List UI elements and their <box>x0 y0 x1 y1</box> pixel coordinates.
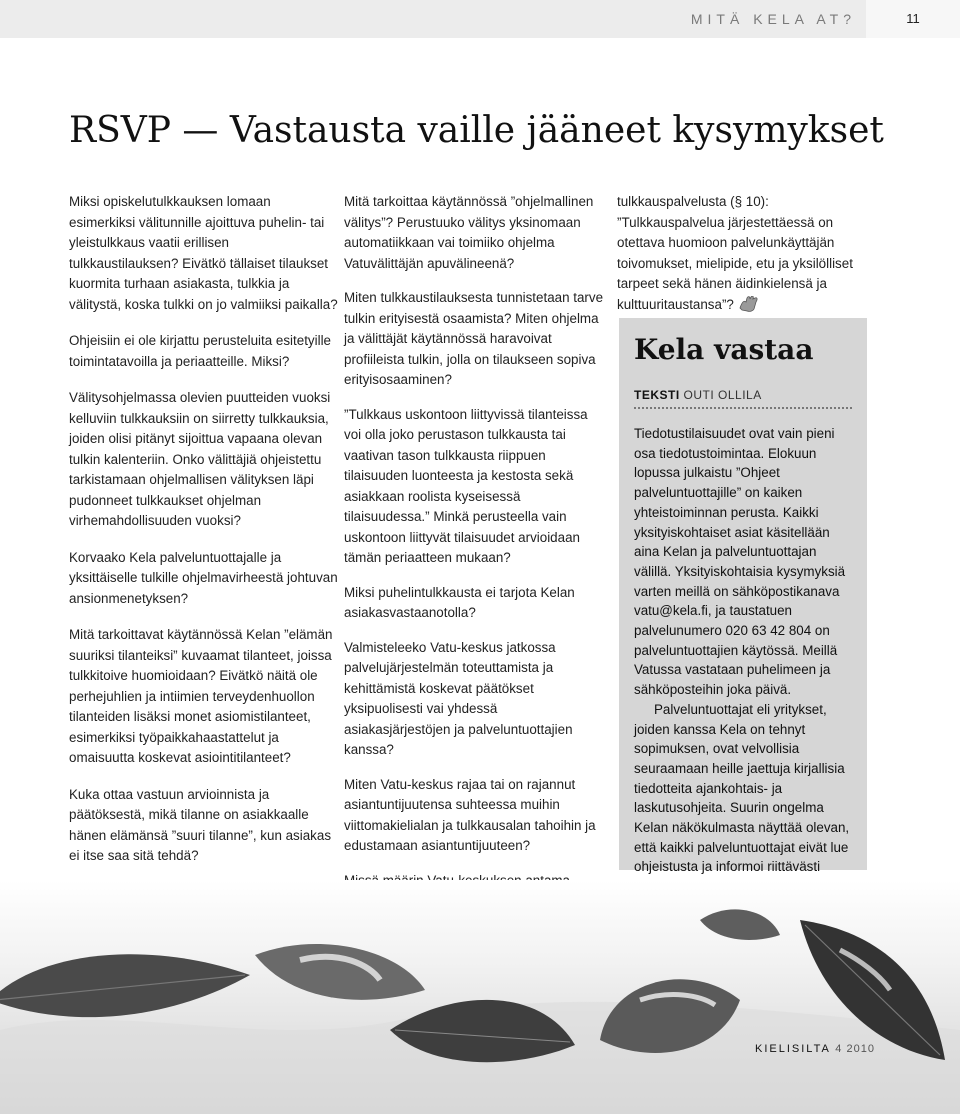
box-body <box>634 424 856 917</box>
byline-author: OUTI OLLILA <box>683 388 762 402</box>
column-3 <box>617 192 879 331</box>
paragraph: Miten Vatu-keskus rajaa tai on rajannut asiantuntijuutensa suhteessa muihin viittomakielialan ja tulkkausalan tahoihin ja edustamaan asiantuntijuuteen? <box>344 776 596 853</box>
column-1 <box>69 192 339 883</box>
article-title: RSVP — Vastausta vaille jääneet kysymykset <box>69 110 884 151</box>
dotted-divider <box>634 407 852 409</box>
hand-end-mark-icon <box>738 296 760 312</box>
page-number: 11 <box>866 0 960 38</box>
box-title: Kela vastaa <box>634 333 814 366</box>
paragraph: Korvaako Kela palveluntuottajalle ja yksittäiselle tulkille ohjelmavirheestä johtuvan ansionmenetyksen? <box>69 549 338 606</box>
byline <box>634 388 762 402</box>
header-bar <box>0 0 960 38</box>
byline-label: TEKSTI <box>634 388 680 402</box>
paragraph: Ohjeisiin ei ole kirjattu perusteluita esitetyille toimintatavoilla ja periaatteille. Miksi? <box>69 333 331 369</box>
paragraph: Välitysohjelmassa olevien puutteiden vuoksi kelluviin tulkkauksiin on siirretty tulkkauksia, joiden olisi pitänyt sijoittua vapaana olevan tulkin kalenteriin. Onko välittäjiä ohjeistettu tarkistamaan ohjelmallisen välityksen läpi pudonneet tulkkaukset ohjelman virhemahdollisuuden vuoksi? <box>69 390 331 528</box>
paragraph: Kuka ottaa vastuun arvioinnista ja päätöksestä, mikä tilanne on asiakkaalle hänen elämänsä ”suuri tilanne”, kun asiakas ei itse saa sitä tehdä? <box>69 786 332 863</box>
paragraph: tulkkauspalvelusta (§ 10): ”Tulkkauspalvelua järjestettäessä on otettava huomioon palvelunkäyttäjän toivomukset, mielipide, etu ja yksilölliset tarpeet sekä hänen äidinkielensä ja kulttuuritaustansa”? <box>617 194 853 312</box>
magazine-name: KIELISILTA <box>755 1043 831 1055</box>
paragraph-with-endmark <box>617 192 879 315</box>
paragraph: Miksi puhelintulkkausta ei tarjota Kelan asiakasvastaanotolla? <box>344 584 575 620</box>
paragraph: ”Tulkkaus uskontoon liittyvissä tilanteissa voi olla joko perustason tulkkausta tai vaativan tason tulkkausta riippuen tilaisuuden luonteesta ja kestosta sekä asiakkaan roolista kyseisessä tilaisuudessa.” Minkä perusteella vain uskontoon liittyvät tilaisuudet arvioidaan tämän periaatteen mukaan? <box>344 406 588 565</box>
paragraph: Valmisteleeko Vatu-keskus jatkossa palvelujärjestelmän toteuttamista ja kehittämistä koskevat päätökset yksipuolisesti vai yhdessä asiakasjärjestöjen ja palveluntuottajien kanssa? <box>344 639 573 757</box>
box-paragraph: Palveluntuottajat eli yritykset, joiden kanssa Kela on tehnyt sopimuksen, ovat velvollisia seuraamaan heille jaettuja kirjallisia tiedotteita ajankohtais- ja laskutusohjeita. Suurin ongelma Kelan näkökulmasta näyttää olevan, että kaikki palveluntuottajat eivät lue ohjeistusta ja informoi riittävästi <box>634 701 850 875</box>
issue-number: 4 2010 <box>835 1043 875 1055</box>
paragraph: Mitä tarkoittavat käytännössä Kelan ”elämän suuriksi tilanteiksi” kuvaamat tilanteet, joissa tulkkitoive huomioidaan? Eivätkö näitä ole perhejuhlien ja intiimien terveydenhuollon tilanteiden lisäksi monet asiomistilanteet, esimerkiksi työpaikkahaastattelut ja omaisuutta koskevat asiointitilanteet? <box>69 627 333 765</box>
paragraph: Miksi opiskelutulkkauksen lomaan esimerkiksi välitunnille ajoittuva puhelin- tai yleistulkkaus vaatii erillisen tulkkaustilauksen? Eivätkö tällaiset tilaukset kuormita turhaan asiakasta, tulkkia ja välitystä, koska tulkki on jo valmiiksi paikalla? <box>69 194 338 312</box>
column-2 <box>344 192 604 946</box>
section-label: MITÄ KELA AT? <box>690 11 856 27</box>
autumn-leaves-photo <box>0 880 960 1114</box>
paragraph: Mitä tarkoittaa käytännössä ”ohjelmallinen välitys”? Perustuuko välitys yksinomaan automatiikkaan vai toimiiko ohjelma Vatuvälittäjän apuvälineenä? <box>344 194 594 271</box>
magazine-footer <box>755 1043 875 1055</box>
kela-answer-box <box>619 318 867 875</box>
paragraph: Miten tulkkaustilauksesta tunnistetaan tarve tulkin erityisestä osaamista? Miten ohjelma ja välittäjät käytännössä haravoivat profiileista tulkin, jolla on tilaukseen sopiva erityisosaaminen? <box>344 290 604 387</box>
box-paragraph: Tiedotustilaisuudet ovat vain pieni osa tiedotustoimintaa. Elokuun lopussa julkaistu ”Ohjeet palveluntuottajille” on kaiken yhteistoiminnan perusta. Kaikki yksityiskohtaiset asiat käsitellään aina Kelan ja palveluntuottajan välillä. Yksityiskohtaisia kysymyksiä varten meillä on sähköpostikanava vatu@kela.fi, ja taustatuen palvelunumero 020 63 42 804 on palveluntuottajien käytössä. Meillä Vatussa vastataan puhelimeen ja sähköposteihin joka päivä. <box>634 426 846 698</box>
